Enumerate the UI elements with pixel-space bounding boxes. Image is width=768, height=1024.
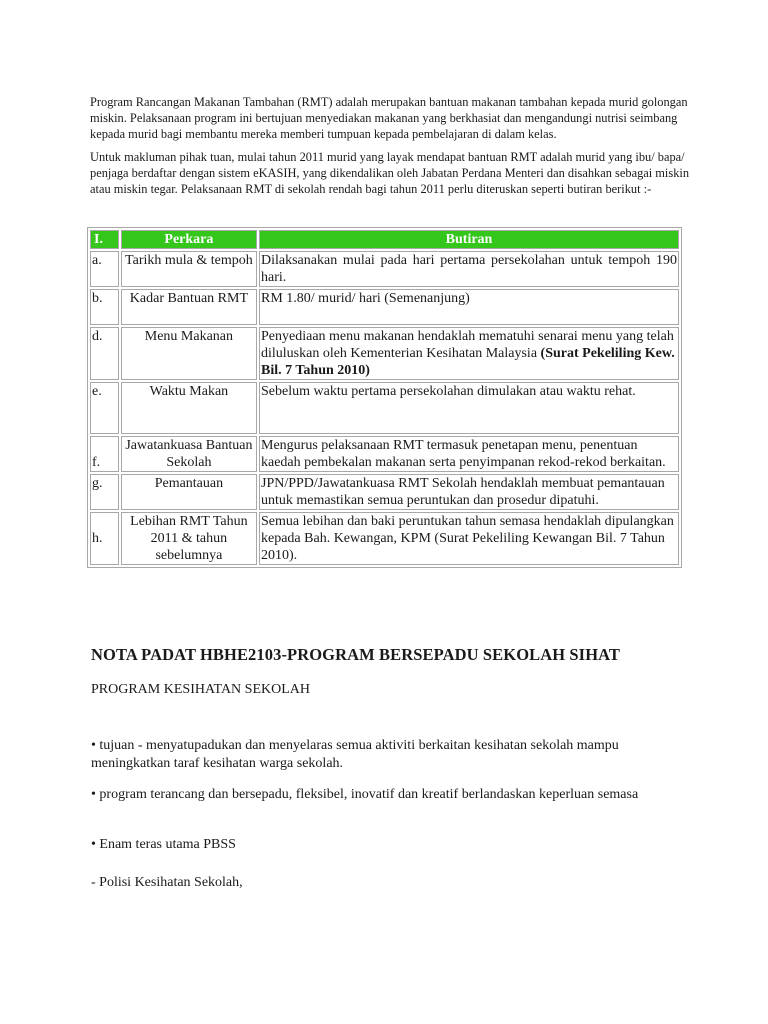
row-no: g. — [90, 474, 119, 510]
row-item: Menu Makanan — [121, 327, 257, 380]
row-item: Tarikh mula & tempoh — [121, 251, 257, 287]
header-butiran: Butiran — [259, 230, 679, 249]
intro-paragraph-2: Untuk makluman pihak tuan, mulai tahun 2011 murid yang layak mendapat bantuan RMT adalah murid yang ibu/ bapa/ penjaga berdaftar dengan sistem eKASIH, yang dikendalikan oleh Jabatan Perdana Menteri dan disahkan sebagai miskin atau miskin tegar. Pelaksanaan RMT di sekolah rendah bagi tahun 2011 perlu diteruskan seperti butiran berikut :- — [90, 150, 690, 196]
row-detail — [259, 327, 679, 380]
nota-subtitle: PROGRAM KESIHATAN SEKOLAH — [91, 682, 311, 697]
row-detail: Mengurus pelaksanaan RMT termasuk penetapan menu, penentuan kaedah pembekalan makanan serta penyimpanan rekod-rekod berkaitan. — [259, 436, 679, 472]
intro-paragraph-1: Program Rancangan Makanan Tambahan (RMT) adalah merupakan bantuan makanan tambahan kepada murid golongan miskin. Pelaksanaan program ini bertujuan menyediakan makanan yang berkhasiat dan mengandungi nutrisi seimbang kepada murid bagi membantu mereka memberi tumpuan kepada pembelajaran di dalam kelas. — [90, 95, 688, 141]
table-row — [90, 436, 679, 472]
table-row — [90, 474, 679, 510]
rmt-table — [87, 227, 682, 568]
row-item: Lebihan RMT Tahun 2011 & tahun sebelumnya — [121, 512, 257, 565]
row-detail-text: Penyediaan menu makanan hendaklah mematuhi senarai menu yang telah diluluskan oleh Kementerian Kesihatan Malaysia — [261, 329, 674, 361]
row-detail: Sebelum waktu pertama persekolahan dimulakan atau waktu rehat. — [259, 382, 679, 434]
row-no: h. — [90, 512, 119, 565]
table-row — [90, 512, 679, 565]
row-item: Kadar Bantuan RMT — [121, 289, 257, 325]
row-item: Jawatankuasa Bantuan Sekolah — [121, 436, 257, 472]
row-item: Waktu Makan — [121, 382, 257, 434]
row-detail: Dilaksanakan mulai pada hari pertama persekolahan untuk tempoh 190 hari. — [261, 253, 677, 285]
bullet-item: • program terancang dan bersepadu, fleksibel, inovatif dan kreatif berlandaskan keperluan semasa — [91, 787, 639, 802]
table-row — [90, 382, 679, 434]
row-detail: Semua lebihan dan baki peruntukan tahun semasa hendaklah dipulangkan kepada Bah. Kewangan, KPM (Surat Pekeliling Kewangan Bil. 7 Tahun 2010). — [259, 512, 679, 565]
table-row — [90, 327, 679, 380]
row-no: b. — [90, 289, 119, 325]
table-header-row — [90, 230, 679, 249]
row-detail: RM 1.80/ murid/ hari (Semenanjung) — [259, 289, 679, 325]
nota-title: NOTA PADAT HBHE2103-PROGRAM BERSEPADU SEKOLAH SIHAT — [91, 645, 621, 664]
row-detail-reference: (Surat Pekeliling Kew. Bil. 7 Tahun 2010) — [261, 346, 675, 378]
bullet-item: • tujuan - menyatupadukan dan menyelaras semua aktiviti berkaitan kesihatan sekolah mampu meningkatkan taraf kesihatan warga sekolah. — [91, 738, 619, 771]
table-row — [90, 289, 679, 325]
bullet-item: • Enam teras utama PBSS — [91, 837, 236, 852]
row-no: d. — [90, 327, 119, 380]
row-detail: JPN/PPD/Jawatankuasa RMT Sekolah hendaklah membuat pemantauan untuk memastikan semua peruntukan dan prosedur dipatuhi. — [259, 474, 679, 510]
row-no: a. — [90, 251, 119, 287]
row-item: Pemantauan — [121, 474, 257, 510]
header-perkara: Perkara — [121, 230, 257, 249]
table-row — [90, 251, 679, 287]
header-no: I. — [90, 230, 119, 249]
bullet-item: - Polisi Kesihatan Sekolah, — [91, 875, 243, 890]
row-no: e. — [90, 382, 119, 434]
row-no: f. — [90, 436, 119, 472]
